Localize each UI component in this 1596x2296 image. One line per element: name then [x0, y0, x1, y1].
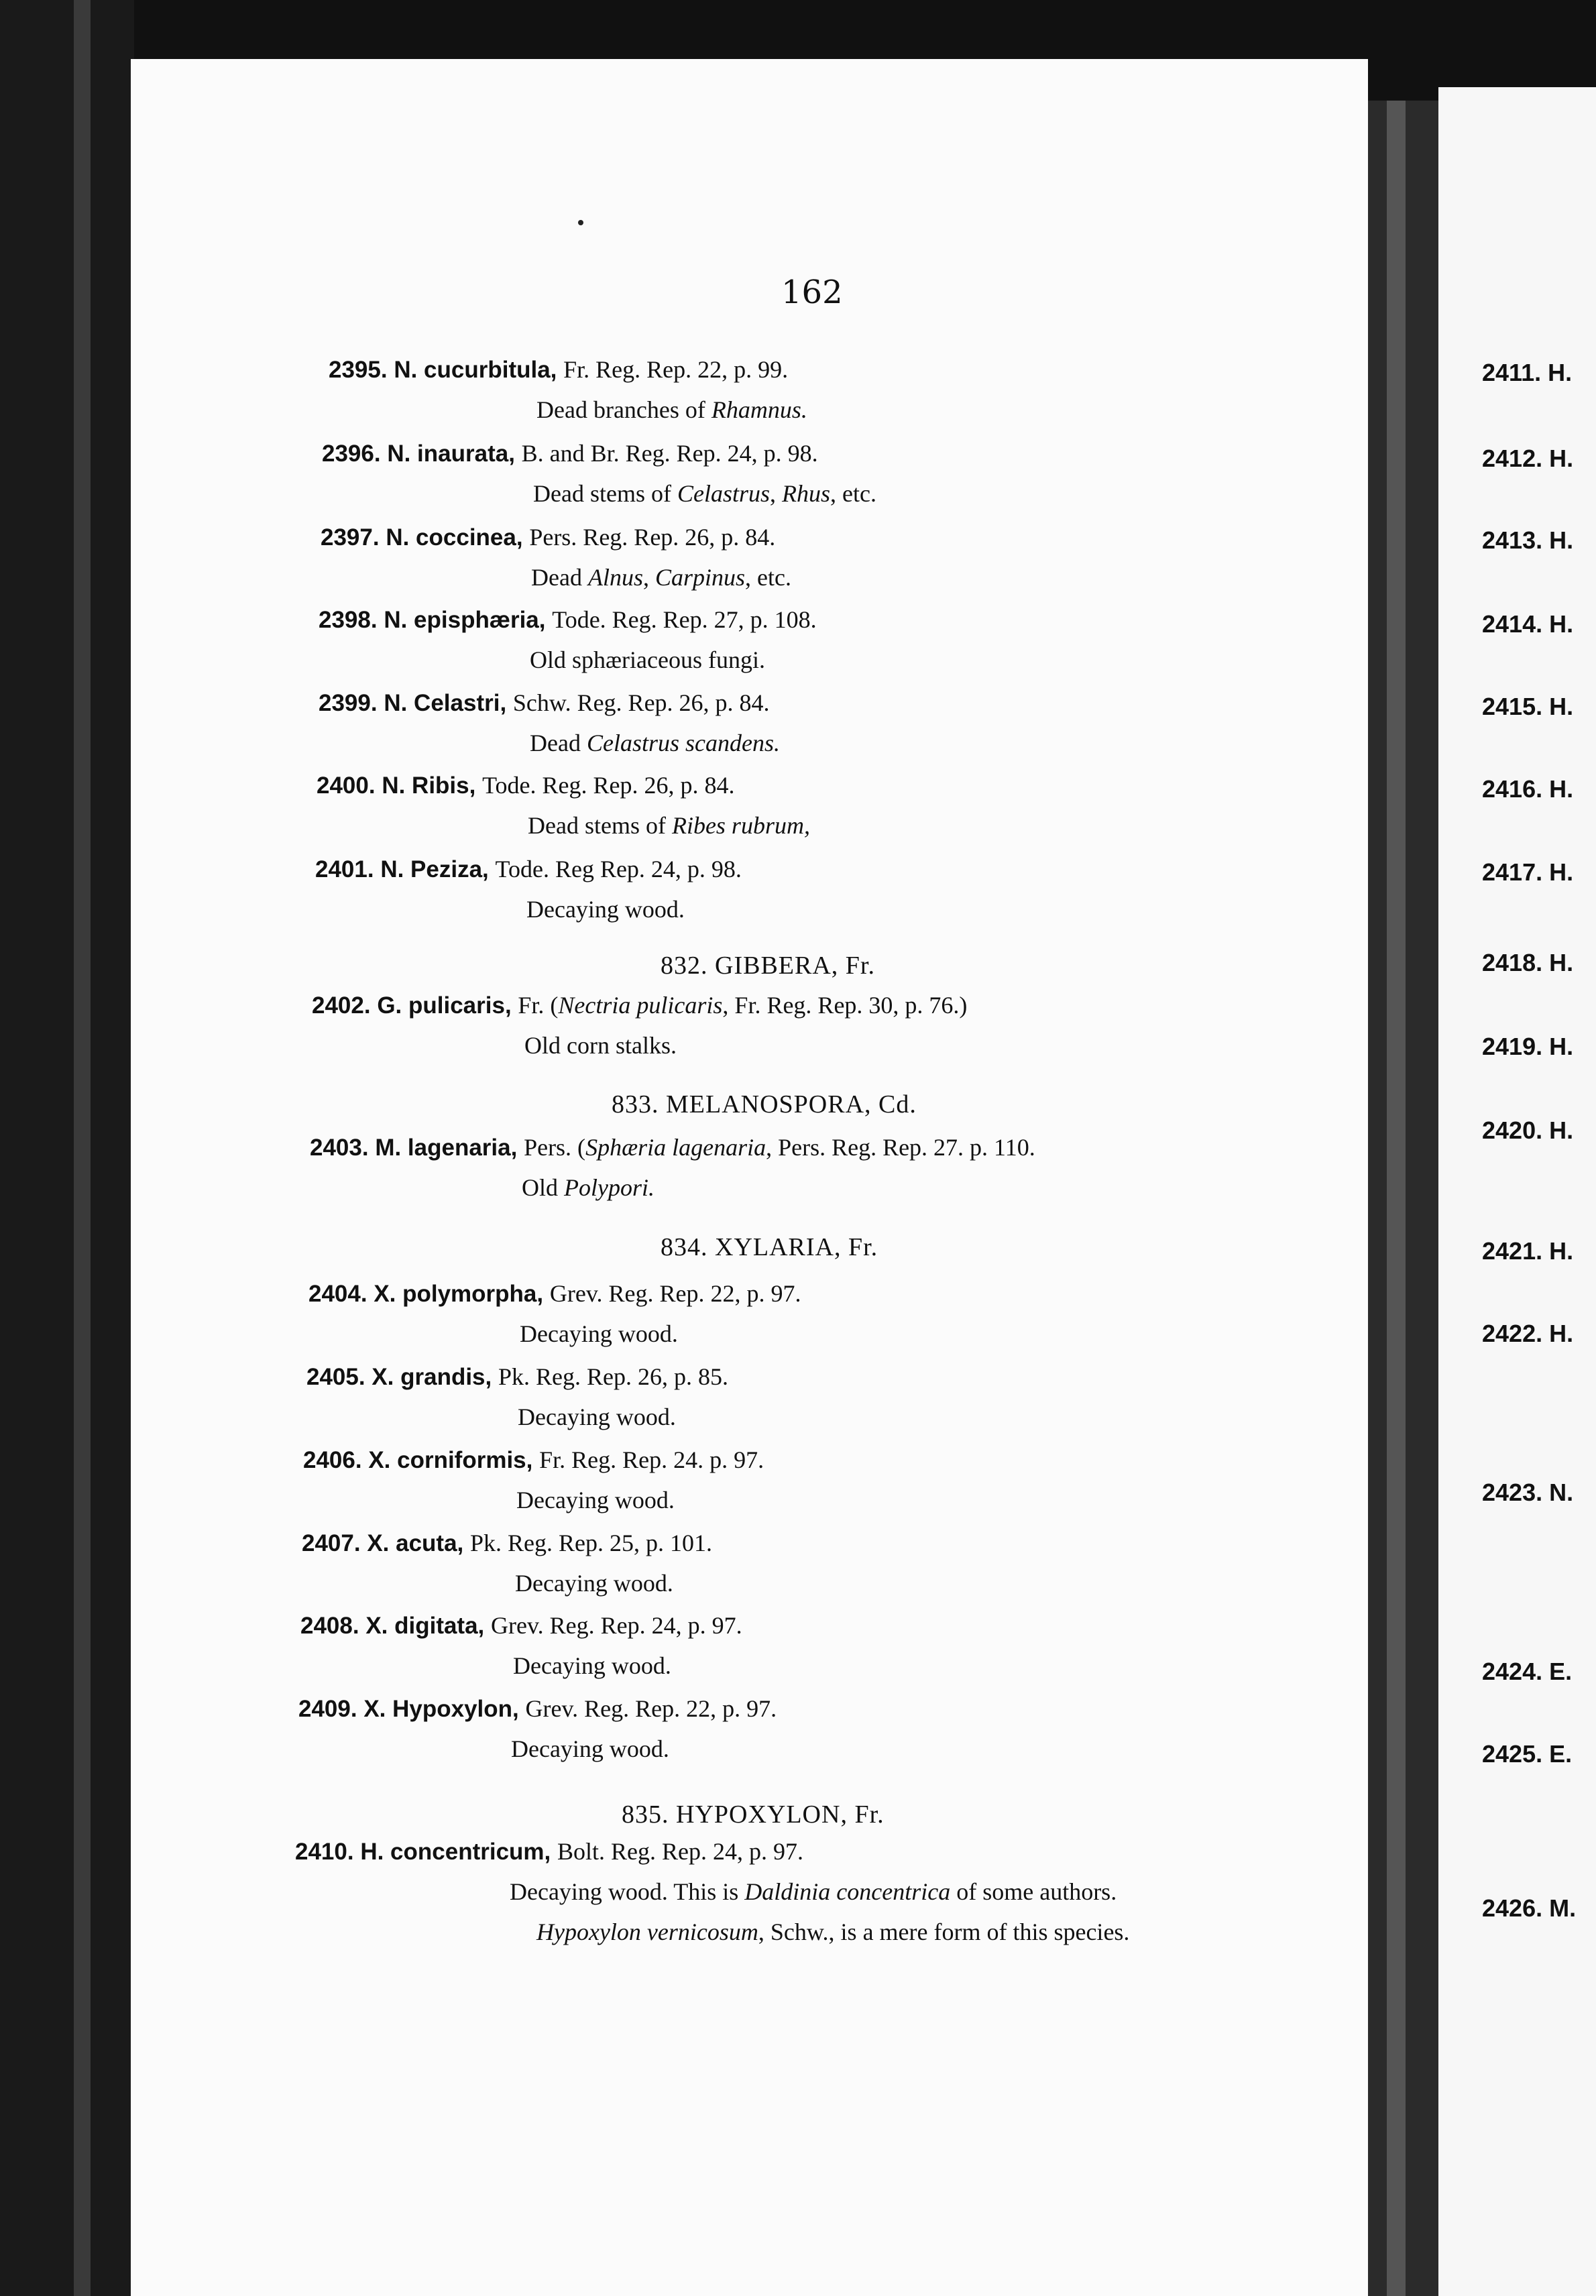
- right-page-entry: 2418. H.: [1482, 949, 1574, 976]
- entry-number: 2407.: [302, 1530, 367, 1556]
- genus-abbrev: G.: [377, 992, 408, 1019]
- genus-abbrev: N.: [394, 357, 424, 383]
- genus-abbrev: H.: [360, 1839, 391, 1865]
- habitat-note: Old Polypori.: [522, 1174, 654, 1201]
- genus-abbrev: X.: [365, 1613, 395, 1639]
- habitat-note: Old corn stalks.: [524, 1032, 677, 1059]
- right-page-entry: 2421. H.: [1482, 1237, 1574, 1265]
- species-entry: [303, 1446, 764, 1474]
- entry-number: 2395.: [329, 357, 394, 383]
- book-gutter: [1368, 101, 1438, 2296]
- habitat-note: Dead stems of Celastrus, Rhus, etc.: [533, 480, 876, 507]
- citation: B. and Br. Reg. Rep. 24, p. 98.: [521, 440, 818, 467]
- species-name: Peziza,: [410, 856, 496, 882]
- species-entry: [300, 1611, 742, 1640]
- right-page-entry: 2411. H.: [1482, 359, 1573, 386]
- right-page-entry: 2422. H.: [1482, 1320, 1574, 1347]
- page-number: 162: [781, 274, 843, 311]
- entry-number: 2404.: [308, 1281, 374, 1307]
- entry-number: 2402.: [312, 992, 378, 1019]
- entry-number: 2397.: [321, 524, 386, 551]
- species-entry: [319, 689, 770, 717]
- genus-abbrev: X.: [374, 1281, 403, 1307]
- habitat-note: Decaying wood.: [518, 1403, 676, 1430]
- habitat-note: Old sphæriaceous fungi.: [530, 646, 765, 673]
- genus-abbrev: X.: [372, 1364, 401, 1390]
- entry-number: 2401.: [315, 856, 381, 882]
- species-entry: [310, 1133, 1035, 1161]
- citation: Grev. Reg. Rep. 22, p. 97.: [525, 1695, 777, 1722]
- right-page-entry: 2425. E.: [1482, 1740, 1573, 1768]
- entry-number: 2399.: [319, 690, 384, 716]
- habitat-note: Dead Celastrus scandens.: [530, 730, 780, 756]
- scan-border-left: [0, 0, 134, 2296]
- genus-abbrev: M.: [375, 1135, 408, 1161]
- species-name: episphæria,: [414, 607, 553, 633]
- right-page-entry: 2423. N.: [1482, 1479, 1574, 1506]
- genus-abbrev: N.: [387, 441, 418, 467]
- genus-heading: 835. HYPOXYLON, Fr.: [622, 1800, 885, 1829]
- right-page-entry: 2417. H.: [1482, 858, 1574, 886]
- species-name: Celastri,: [414, 690, 513, 716]
- genus-abbrev: N.: [384, 607, 414, 633]
- species-name: acuta,: [396, 1530, 470, 1556]
- species-name: corniformis,: [397, 1447, 540, 1473]
- species-entry: [315, 855, 742, 883]
- species-name: grandis,: [400, 1364, 498, 1390]
- species-name: pulicaris,: [408, 992, 518, 1019]
- entry-number: 2400.: [317, 772, 382, 799]
- species-name: concentricum,: [390, 1839, 557, 1865]
- right-page-entry: 2415. H.: [1482, 693, 1574, 720]
- right-page-entry: 2424. E.: [1482, 1658, 1573, 1685]
- species-entry: [306, 1363, 728, 1391]
- species-name: Hypoxylon,: [392, 1696, 526, 1722]
- citation: Pers. (Sphæria lagenaria, Pers. Reg. Rep. 27. p. 110.: [524, 1134, 1035, 1161]
- citation: Fr. (Nectria pulicaris, Fr. Reg. Rep. 30, p. 76.): [518, 992, 968, 1019]
- citation: Pk. Reg. Rep. 26, p. 85.: [498, 1363, 728, 1390]
- species-entry: [317, 771, 735, 799]
- species-name: coccinea,: [416, 524, 530, 551]
- entry-number: 2405.: [306, 1364, 372, 1390]
- species-name: inaurata,: [417, 441, 522, 467]
- speck-mark: [578, 220, 583, 225]
- entry-number: 2409.: [298, 1696, 364, 1722]
- species-entry: [321, 523, 775, 551]
- citation: Bolt. Reg. Rep. 24, p. 97.: [557, 1838, 803, 1865]
- citation: Tode. Reg. Rep. 26, p. 84.: [482, 772, 735, 799]
- genus-heading: 834. XYLARIA, Fr.: [661, 1233, 878, 1261]
- citation: Tode. Reg. Rep. 27, p. 108.: [552, 606, 817, 633]
- habitat-note: Dead Alnus, Carpinus, etc.: [531, 564, 791, 591]
- genus-abbrev: N.: [384, 690, 414, 716]
- entry-number: 2398.: [319, 607, 384, 633]
- citation: Pk. Reg. Rep. 25, p. 101.: [470, 1530, 713, 1556]
- genus-abbrev: X.: [367, 1530, 396, 1556]
- habitat-note: Dead stems of Ribes rubrum,: [528, 812, 810, 839]
- species-entry: [312, 991, 967, 1019]
- habitat-note: Decaying wood.: [520, 1320, 678, 1347]
- species-entry: [308, 1279, 801, 1308]
- species-name: cucurbitula,: [424, 357, 564, 383]
- species-name: lagenaria,: [407, 1135, 524, 1161]
- entry-number: 2403.: [310, 1135, 376, 1161]
- species-entry: [329, 355, 788, 384]
- right-page-entry: 2416. H.: [1482, 775, 1574, 803]
- species-name: digitata,: [394, 1613, 492, 1639]
- genus-abbrev: X.: [368, 1447, 398, 1473]
- genus-abbrev: X.: [363, 1696, 393, 1722]
- habitat-note: Decaying wood. This is Daldinia concentrica of some authors.: [510, 1878, 1117, 1905]
- right-page-entry: 2412. H.: [1482, 445, 1574, 472]
- citation: Schw. Reg. Rep. 26, p. 84.: [512, 689, 770, 716]
- habitat-note: Decaying wood.: [515, 1570, 673, 1597]
- entry-number: 2408.: [300, 1613, 366, 1639]
- species-entry: [298, 1695, 777, 1723]
- species-entry: [295, 1837, 803, 1866]
- genus-heading: 832. GIBBERA, Fr.: [661, 952, 875, 980]
- genus-heading: 833. MELANOSPORA, Cd.: [612, 1090, 917, 1118]
- citation: Fr. Reg. Rep. 24. p. 97.: [539, 1446, 764, 1473]
- citation: Tode. Reg Rep. 24, p. 98.: [495, 856, 742, 882]
- genus-abbrev: N.: [386, 524, 416, 551]
- left-page: [131, 59, 1368, 2296]
- species-entry: [319, 606, 817, 634]
- citation: Pers. Reg. Rep. 26, p. 84.: [529, 524, 776, 551]
- species-name: polymorpha,: [402, 1281, 550, 1307]
- entry-number: 2396.: [322, 441, 388, 467]
- citation: Grev. Reg. Rep. 24, p. 97.: [491, 1612, 742, 1639]
- habitat-note: Decaying wood.: [516, 1487, 675, 1513]
- habitat-note: Decaying wood.: [526, 896, 685, 923]
- habitat-note-continued: Hypoxylon vernicosum, Schw., is a mere form of this species.: [536, 1918, 1130, 1945]
- right-page: [1438, 87, 1596, 2296]
- habitat-note: Decaying wood.: [513, 1652, 671, 1679]
- habitat-note: Decaying wood.: [511, 1735, 669, 1762]
- right-page-entry: 2413. H.: [1482, 526, 1574, 554]
- right-page-entry: 2419. H.: [1482, 1033, 1574, 1060]
- entry-number: 2410.: [295, 1839, 361, 1865]
- right-page-entry: 2426. M.: [1482, 1894, 1577, 1922]
- species-entry: [302, 1529, 712, 1557]
- citation: Fr. Reg. Rep. 22, p. 99.: [563, 356, 789, 383]
- citation: Grev. Reg. Rep. 22, p. 97.: [549, 1280, 801, 1307]
- genus-abbrev: N.: [382, 772, 412, 799]
- genus-abbrev: N.: [380, 856, 411, 882]
- right-page-entry: 2420. H.: [1482, 1116, 1574, 1144]
- species-entry: [322, 439, 818, 467]
- right-page-entry: 2414. H.: [1482, 610, 1574, 638]
- habitat-note: Dead branches of Rhamnus.: [536, 396, 807, 423]
- entry-number: 2406.: [303, 1447, 369, 1473]
- species-name: Ribis,: [412, 772, 483, 799]
